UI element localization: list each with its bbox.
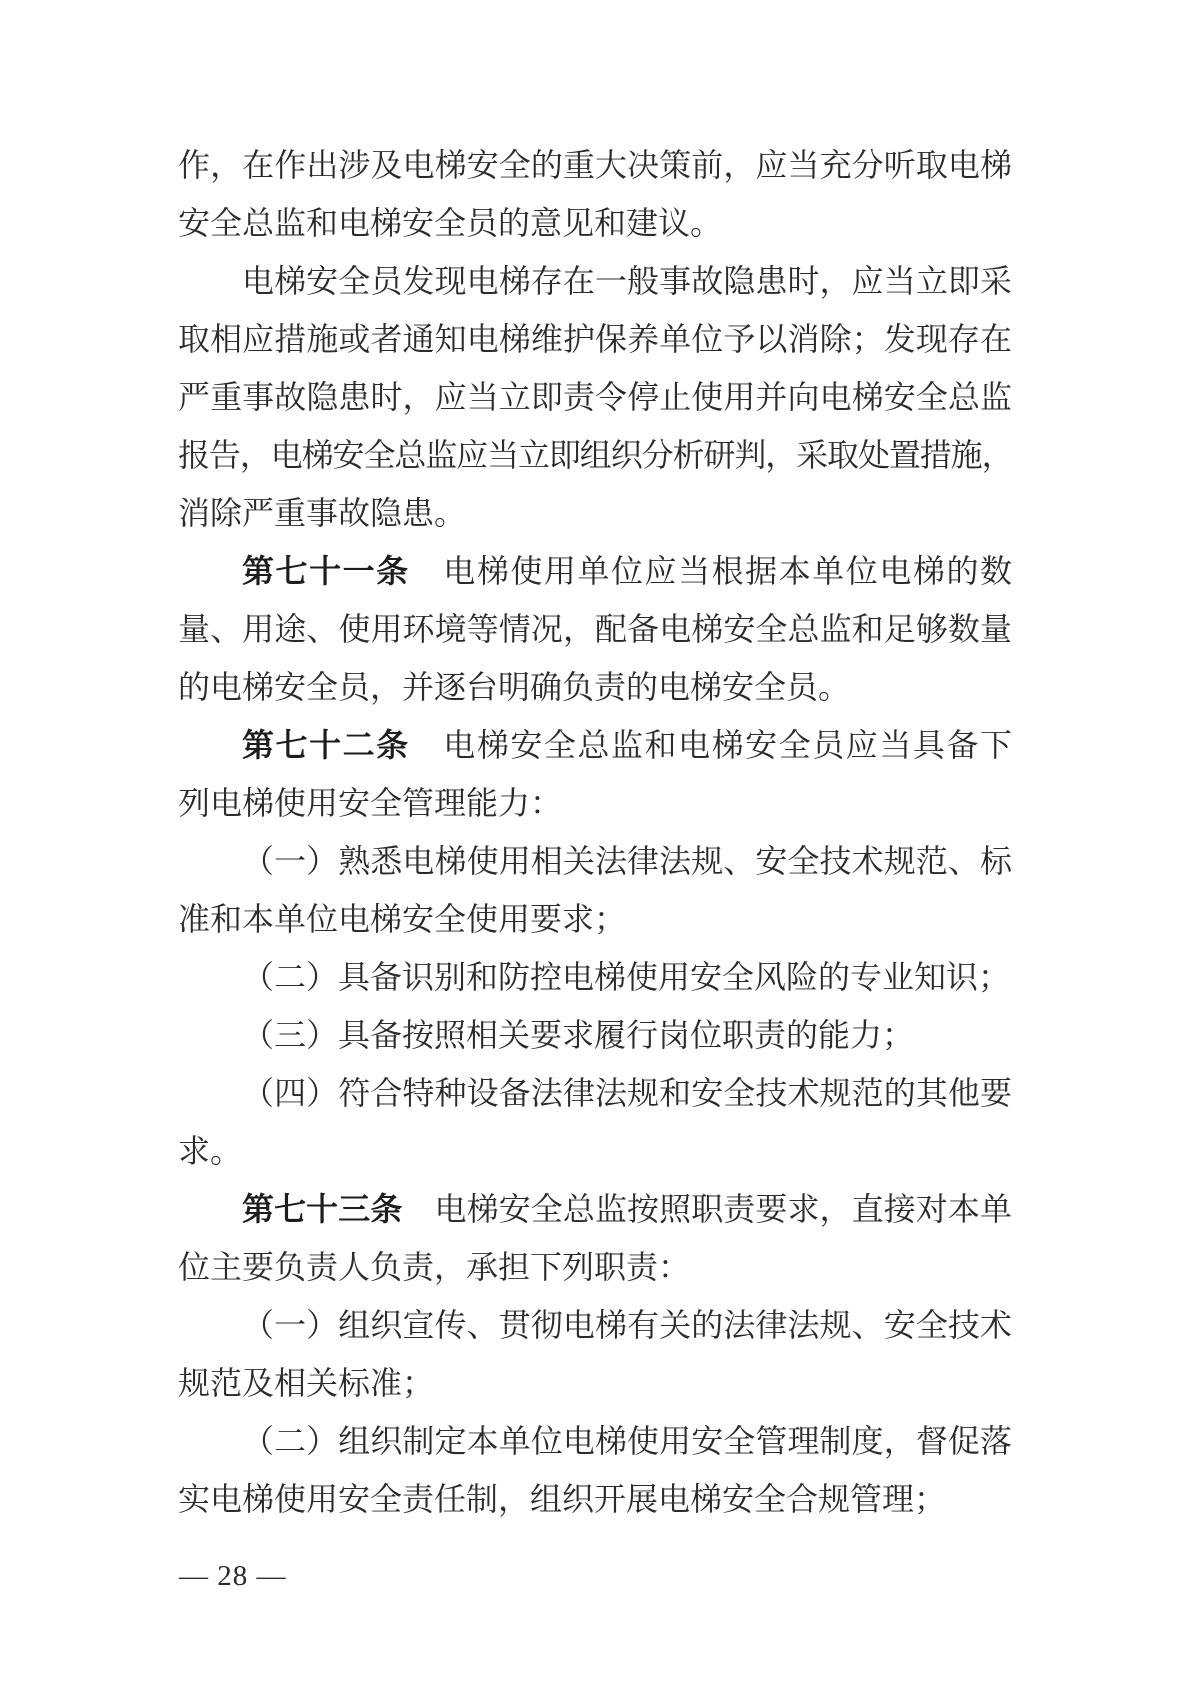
line-text: （二）组织制定本单位电梯使用安全管理制度，督促落 (242, 1423, 1012, 1459)
line-text: 位主要负责人负责，承担下列职责： (178, 1249, 691, 1285)
line-text: 取相应措施或者通知电梯维护保养单位予以消除；发现存在 (178, 321, 1012, 357)
text-line (178, 542, 1012, 600)
text-line (178, 1122, 1012, 1180)
document-body (178, 136, 1012, 1528)
line-text: 电梯安全总监和电梯安全员应当具备下 (409, 727, 1012, 763)
text-line (178, 832, 1012, 890)
text-line (178, 658, 1012, 716)
line-text: （四）符合特种设备法律法规和安全技术规范的其他要 (242, 1075, 1012, 1111)
text-line (178, 716, 1012, 774)
text-line (178, 252, 1012, 310)
line-text: 的电梯安全员，并逐台明确负责的电梯安全员。 (178, 669, 851, 705)
text-line (178, 368, 1012, 426)
text-line (178, 600, 1012, 658)
line-text: 电梯使用单位应当根据本单位电梯的数 (409, 553, 1012, 589)
page-number-label: — 28 — (179, 1560, 287, 1592)
line-text: 量、用途、使用环境等情况，配备电梯安全总监和足够数量 (178, 611, 1012, 647)
text-line (178, 194, 1012, 252)
text-line (178, 1470, 1012, 1528)
text-line (178, 1064, 1012, 1122)
line-text: 电梯安全员发现电梯存在一般事故隐患时，应当立即采 (242, 263, 1012, 299)
text-line (178, 1296, 1012, 1354)
text-line (178, 948, 1012, 1006)
line-text: 电梯安全总监按照职责要求，直接对本单 (402, 1191, 1012, 1227)
line-text: 安全总监和电梯安全员的意见和建议。 (178, 205, 723, 241)
text-line (178, 1006, 1012, 1064)
line-text: 消除严重事故隐患。 (178, 495, 467, 531)
text-line (178, 774, 1012, 832)
line-text: （一）熟悉电梯使用相关法律法规、安全技术规范、标 (242, 843, 1012, 879)
text-line (178, 1412, 1012, 1470)
article-number-text: 第七十二条 (242, 727, 410, 763)
text-line (178, 310, 1012, 368)
line-text: （一）组织宣传、贯彻电梯有关的法律法规、安全技术 (242, 1307, 1012, 1343)
article-number-text: 第七十三条 (242, 1191, 403, 1227)
line-text: （三）具备按照相关要求履行岗位职责的能力； (242, 1017, 915, 1053)
line-text: 规范及相关标准； (178, 1365, 435, 1401)
text-line (178, 890, 1012, 948)
line-text: 实电梯使用安全责任制，组织开展电梯安全合规管理； (178, 1481, 947, 1517)
line-text: 列电梯使用安全管理能力： (178, 785, 563, 821)
text-line (178, 1354, 1012, 1412)
text-line (178, 1180, 1012, 1238)
line-text: 求。 (178, 1133, 243, 1169)
line-text: 作，在作出涉及电梯安全的重大决策前，应当充分听取电梯 (178, 147, 1012, 183)
text-line (178, 136, 1012, 194)
line-text: 严重事故隐患时，应当立即责令停止使用并向电梯安全总监 (178, 379, 1012, 415)
line-text: 报告，电梯安全总监应当立即组织分析研判，采取处置措施， (178, 437, 1012, 473)
text-line (178, 484, 1012, 542)
line-text: 准和本单位电梯安全使用要求； (178, 901, 627, 937)
page-number (179, 1556, 287, 1596)
article-number-text: 第七十一条 (242, 553, 410, 589)
text-line (178, 1238, 1012, 1296)
line-text: （二）具备识别和防控电梯使用安全风险的专业知识； (242, 959, 1011, 995)
text-line (178, 426, 1012, 484)
